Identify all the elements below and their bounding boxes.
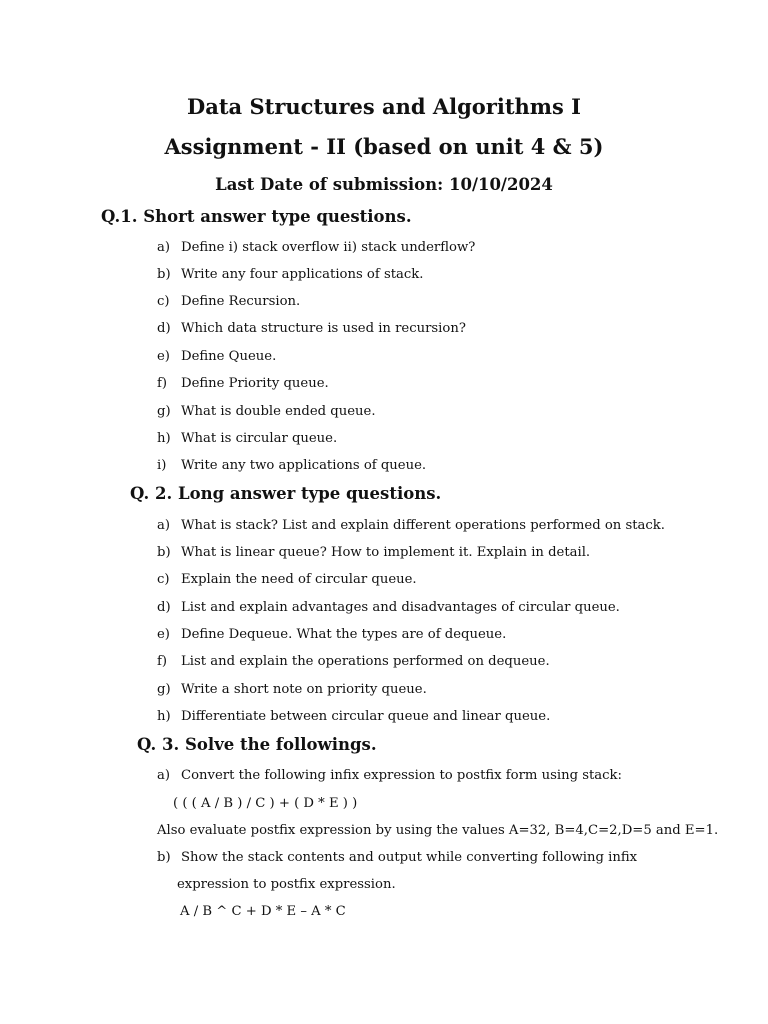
item-text: Define Priority queue. [181,376,329,391]
infix-expression-b: A / B ^ C + D * E – A * C [180,904,346,919]
q2-heading: Q. 2. Long answer type questions. [130,484,442,503]
item-text: List and explain the operations performed on dequeue. [181,654,550,669]
item-letter: b) [157,545,171,560]
item-letter: h) [157,709,171,724]
item-letter: d) [157,600,171,615]
item-letter: c) [157,294,170,309]
item-text: What is double ended queue. [181,404,376,419]
item-text: Write a short note on priority queue. [181,682,427,697]
item-text: Define Dequeue. What the types are of dequeue. [181,627,507,642]
item-text: Write any two applications of queue. [181,458,427,473]
item-text: Convert the following infix expression to postfix form using stack: [181,768,622,783]
evaluate-instruction: Also evaluate postfix expression by using the values A=32, B=4,C=2,D=5 and E=1. [157,823,719,838]
item-letter: g) [157,682,171,697]
item-letter: g) [157,404,171,419]
item-text-continuation: expression to postfix expression. [177,877,396,892]
item-letter: a) [157,240,171,255]
item-letter: i) [157,458,167,473]
q3-heading: Q. 3. Solve the followings. [137,735,377,754]
infix-expression-a: ( ( ( A / B ) / C ) + ( D * E ) ) [173,796,358,811]
item-letter: f) [157,376,168,391]
q1-heading: Q.1. Short answer type questions. [101,207,412,226]
item-text: What is linear queue? How to implement it. Explain in detail. [181,545,591,560]
item-letter: b) [157,267,171,282]
item-letter: f) [157,654,168,669]
submission-deadline: Last Date of submission: 10/10/2024 [215,175,553,194]
item-text: Define Recursion. [181,294,301,309]
item-text: Define i) stack overflow ii) stack underflow? [181,240,476,255]
item-letter: h) [157,431,171,446]
item-letter: d) [157,321,171,336]
item-text: List and explain advantages and disadvantages of circular queue. [181,600,620,615]
item-letter: e) [157,627,170,642]
item-text: Show the stack contents and output while converting following infix [181,850,638,865]
assignment-title: Assignment - II (based on unit 4 & 5) [164,134,604,159]
item-text: Define Queue. [181,349,277,364]
item-letter: a) [157,518,171,533]
item-letter: c) [157,572,170,587]
item-text: What is stack? List and explain different operations performed on stack. [181,518,665,533]
item-text: Differentiate between circular queue and linear queue. [181,709,551,724]
item-text: What is circular queue. [181,431,338,446]
item-text: Write any four applications of stack. [181,267,424,282]
item-text: Explain the need of circular queue. [181,572,417,587]
course-title: Data Structures and Algorithms I [187,94,581,119]
item-letter: a) [157,768,171,783]
item-letter: b) [157,850,171,865]
item-text: Which data structure is used in recursion? [181,321,466,336]
item-letter: e) [157,349,170,364]
